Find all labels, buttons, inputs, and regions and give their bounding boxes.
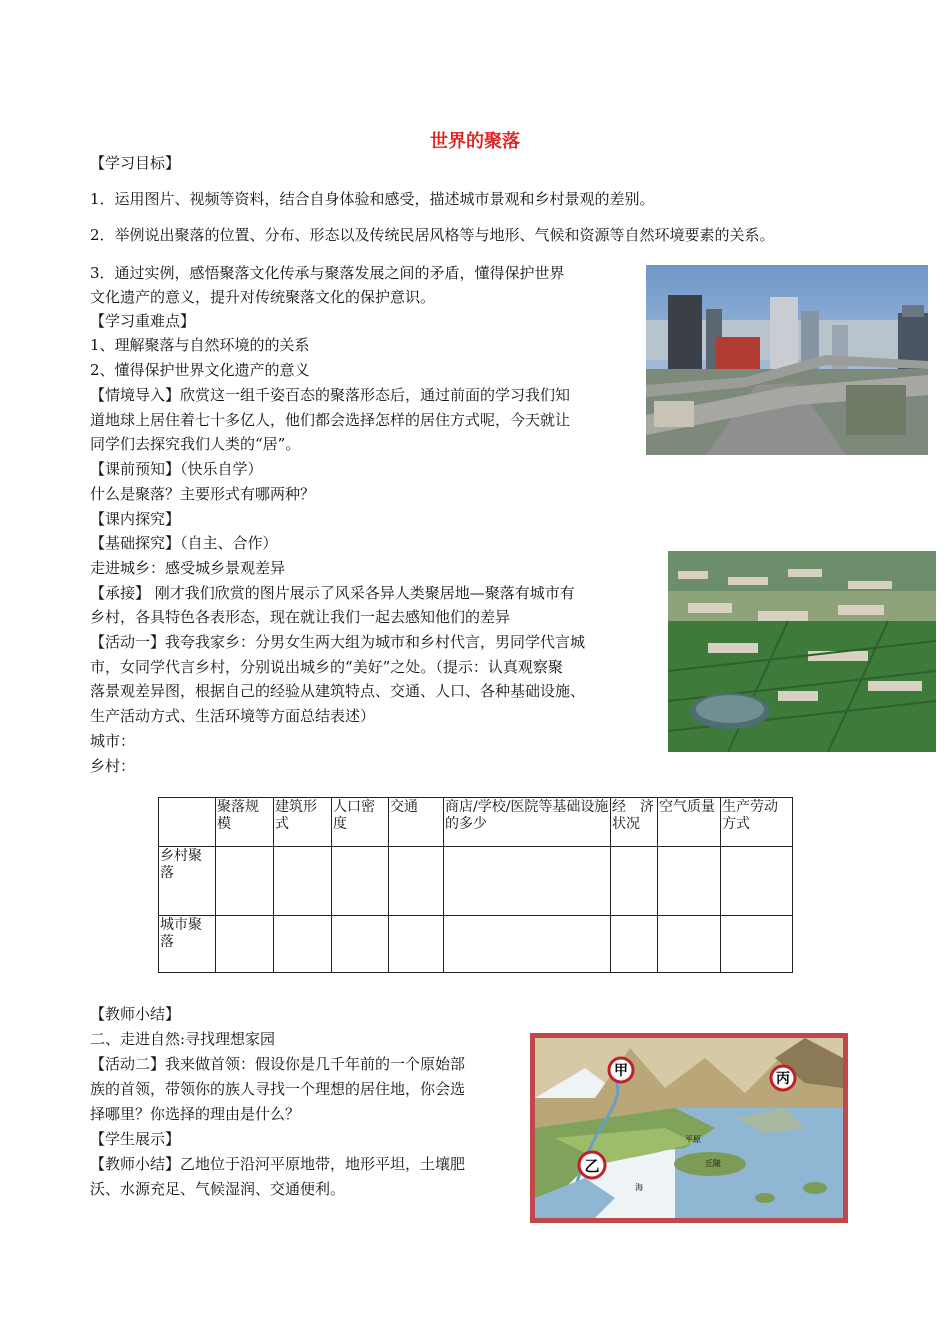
table-cell[interactable] bbox=[389, 847, 444, 916]
table-cell[interactable] bbox=[611, 916, 658, 973]
table-cell[interactable] bbox=[658, 916, 721, 973]
table-header-cell: 人口密度 bbox=[332, 798, 389, 847]
marker-jia-label: 甲 bbox=[614, 1063, 628, 1079]
village-label: 乡村： bbox=[90, 757, 136, 775]
hills-label: 丘陵 bbox=[705, 1159, 721, 1168]
activity2-line3: 择哪里？你选择的理由是什么？ bbox=[90, 1105, 301, 1123]
table-header-cell: 建筑形式 bbox=[274, 798, 332, 847]
table-cell[interactable] bbox=[274, 847, 332, 916]
marker-bing-label: 丙 bbox=[776, 1071, 790, 1087]
objectives-heading: 【学习目标】 bbox=[90, 154, 181, 172]
plain-label: 平原 bbox=[685, 1135, 701, 1144]
table-cell[interactable] bbox=[444, 916, 611, 973]
activity2-line1: 【活动二】我来做首领：假设你是几千年前的一个原始部 bbox=[90, 1055, 466, 1073]
table-cell[interactable] bbox=[216, 847, 274, 916]
city-label: 城市： bbox=[90, 732, 136, 750]
table-header-cell: 生产劳动方式 bbox=[721, 798, 793, 847]
table-header-row bbox=[159, 798, 793, 847]
keypoint-1: 1、理解聚落与自然环境的的关系 bbox=[90, 336, 310, 354]
terrain-map bbox=[530, 1033, 848, 1223]
section1-title: 走进城乡：感受城乡景观差异 bbox=[90, 559, 286, 577]
table-cell[interactable] bbox=[332, 847, 389, 916]
row-label-village: 乡村聚落 bbox=[159, 847, 216, 916]
activity1-line3: 落景观差异图，根据自己的经验从建筑特点、交通、人口、各种基础设施、 bbox=[90, 682, 586, 700]
table-cell[interactable] bbox=[611, 847, 658, 916]
intro-line2: 道地球上居住着七十多亿人，他们都会选择怎样的居住方式呢，今天就让 bbox=[90, 411, 571, 429]
table-row bbox=[159, 916, 793, 973]
keypoints-heading: 【学习重难点】 bbox=[90, 312, 196, 330]
page-title: 世界的聚落 bbox=[430, 131, 520, 152]
table-header-cell: 交通 bbox=[389, 798, 444, 847]
preview-question: 什么是聚落？主要形式有哪两种？ bbox=[90, 485, 316, 503]
table-cell[interactable] bbox=[332, 916, 389, 973]
city-landscape-photo bbox=[646, 265, 928, 455]
intro-line1: 【情境导入】欣赏这一组千姿百态的聚落形态后，通过前面的学习我们知 bbox=[90, 386, 571, 404]
section2-title: 二、走进自然:寻找理想家园 bbox=[90, 1030, 276, 1048]
keypoint-2: 2、懂得保护世界文化遗产的意义 bbox=[90, 361, 310, 379]
table-cell[interactable] bbox=[389, 916, 444, 973]
transition-line1: 【承接】 刚才我们欣赏的图片展示了风采各异人类聚居地—聚落有城市有 bbox=[90, 584, 575, 602]
student-show: 【学生展示】 bbox=[90, 1130, 181, 1148]
table-cell[interactable] bbox=[444, 847, 611, 916]
activity1-line2: 市，女同学代言乡村，分别说出城乡的“美好”之处。（提示：认真观察聚 bbox=[90, 658, 563, 676]
objective-3-line1: 3．通过实例，感悟聚落文化传承与聚落发展之间的矛盾，懂得保护世界 bbox=[90, 264, 565, 282]
basic-explore: 【基础探究】（自主、合作） bbox=[90, 534, 278, 552]
row-label-city: 城市聚落 bbox=[159, 916, 216, 973]
table-header-cell: 聚落规模 bbox=[216, 798, 274, 847]
objective-2: 2．举例说出聚落的位置、分布、形态以及传统民居风格等与地形、气候和资源等自然环境要素的关系。 bbox=[90, 226, 775, 244]
table-cell[interactable] bbox=[216, 916, 274, 973]
teacher-summary2-line1: 【教师小结】乙地位于沿河平原地带，地形平坦，土壤肥 bbox=[90, 1155, 466, 1173]
activity2-line2: 族的首领，带领你的族人寻找一个理想的居住地，你会选 bbox=[90, 1080, 466, 1098]
activity1-line1: 【活动一】我夸我家乡：分男女生两大组为城市和乡村代言，男同学代言城 bbox=[90, 633, 586, 651]
table-header-cell bbox=[159, 798, 216, 847]
table-header-cell: 经 济状况 bbox=[611, 798, 658, 847]
settlement-comparison-table bbox=[158, 797, 793, 973]
table-cell[interactable] bbox=[274, 916, 332, 973]
activity1-line4: 生产活动方式、生活环境等方面总结表述） bbox=[90, 707, 376, 725]
table-cell[interactable] bbox=[721, 916, 793, 973]
table-cell[interactable] bbox=[721, 847, 793, 916]
table-header-cell: 空气质量 bbox=[658, 798, 721, 847]
village-aerial-photo bbox=[668, 551, 936, 752]
teacher-summary2-line2: 沃、水源充足、气候湿润、交通便利。 bbox=[90, 1180, 346, 1198]
marker-yi-label: 乙 bbox=[584, 1157, 600, 1175]
explore-heading: 【课内探究】 bbox=[90, 510, 181, 528]
transition-line2: 乡村，各具特色各表形态，现在就让我们一起去感知他们的差异 bbox=[90, 608, 511, 626]
table-row bbox=[159, 847, 793, 916]
preview-heading: 【课前预知】（快乐自学） bbox=[90, 460, 263, 478]
intro-line3: 同学们去探究我们人类的“居”。 bbox=[90, 435, 301, 453]
objective-3-line2: 文化遗产的意义，提升对传统聚落文化的保护意识。 bbox=[90, 288, 436, 306]
objective-1: 1．运用图片、视频等资料，结合自身体验和感受，描述城市景观和乡村景观的差别。 bbox=[90, 190, 655, 208]
table-cell[interactable] bbox=[658, 847, 721, 916]
sea-label: 海 bbox=[635, 1183, 643, 1192]
table-header-cell: 商店/学校/医院等基础设施的多少 bbox=[444, 798, 611, 847]
teacher-summary-heading: 【教师小结】 bbox=[90, 1005, 181, 1023]
